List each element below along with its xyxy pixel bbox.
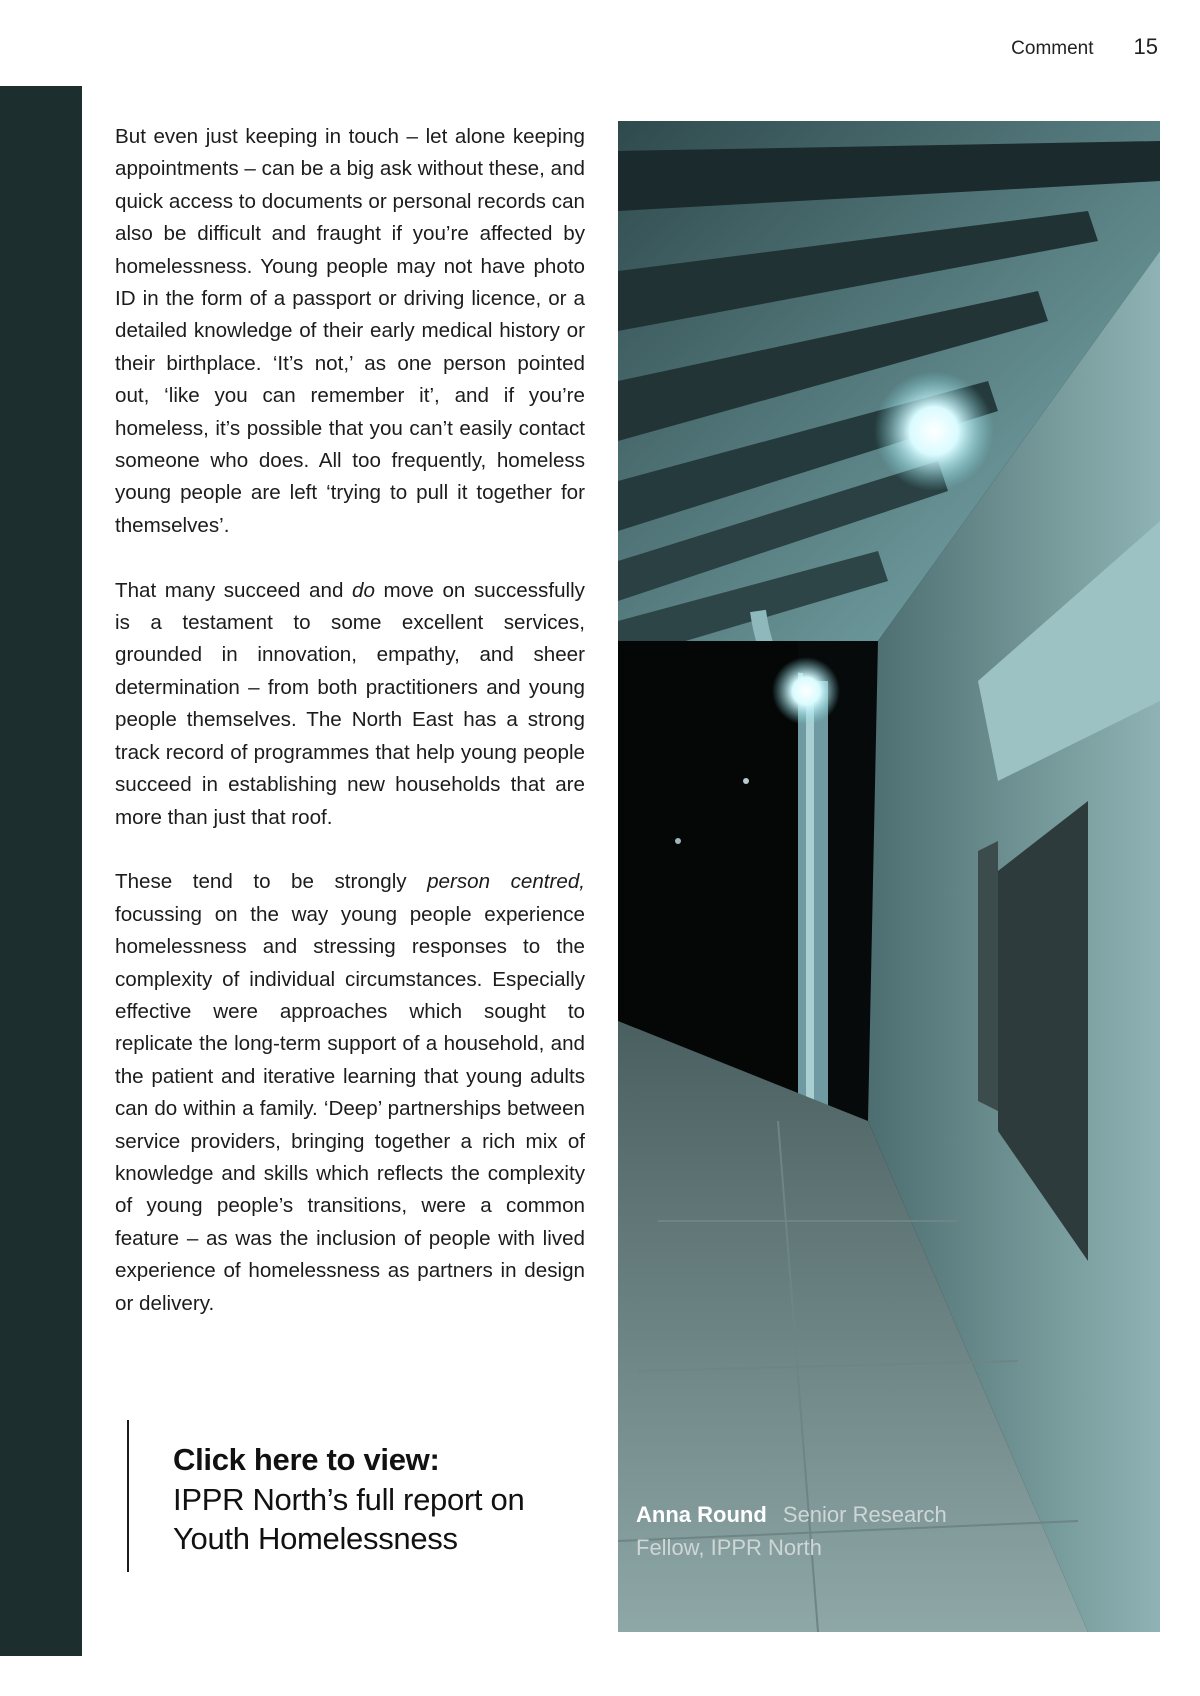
cta-report-line-1: IPPR North’s full report on [173,1482,525,1517]
underpass-illustration [618,121,1160,1632]
photo-caption [636,1498,996,1564]
author-name: Anna Round [636,1502,767,1527]
underpass-photo [618,121,1160,1632]
lamp-glow-upper [874,371,994,491]
section-label: Comment [1011,38,1094,59]
cta-title: Click here to view: [173,1442,440,1477]
article-body [115,121,585,1352]
view-report-link[interactable] [127,1420,567,1572]
emphasis-person-centred: person centred, [427,870,585,894]
side-color-bar [0,86,82,1656]
cta-report-line-2: Youth Homelessness [173,1521,458,1556]
author-role: Senior Research Fellow, IPPR North [636,1502,947,1560]
paragraph-1: But even just keeping in touch – let alone keeping appointments – can be a big ask without these, and quick access to documents or personal records can also be difficult and fraught if you’re affected by homelessness. Young people may not have photo ID in the form of a passport or driving licence, or a detailed knowledge of their early medical history or their birthplace. ‘It’s not,’ as one person pointed out, ‘like you can remember it’, and if you’re homeless, it’s possible that you can’t easily contact someone who does. All too frequently, homeless young people are left ‘trying to pull it together for themselves’. [115,125,585,537]
paragraph-2: That many succeed and do move on successfully is a testament to some excellent services, grounded in innovation, empathy, and sheer determination – from both practitioners and young people themselves. The North East has a strong track record of programmes that help young people succeed in establishing new households that are more than just that roof. [115,578,585,829]
emphasis-do: do [352,578,375,602]
page-number: 15 [1133,34,1158,59]
lamp-glow-lower [772,657,840,725]
paragraph-3: These tend to be strongly person centred, focussing on the way young people experience homelessness and stressing responses to the complexity of individual circumstances. Especially effective were approaches which sought to replicate the long-term support of a household, and the patient and iterative learning that young adults can do within a family. ‘Deep’ partnerships between service providers, bringing together a rich mix of knowledge and skills which reflects the complexity of young people’s transitions, were a common feature – as was the inclusion of people with lived experience of homelessness as partners in design or delivery. [115,870,585,1315]
running-header [1011,34,1158,64]
